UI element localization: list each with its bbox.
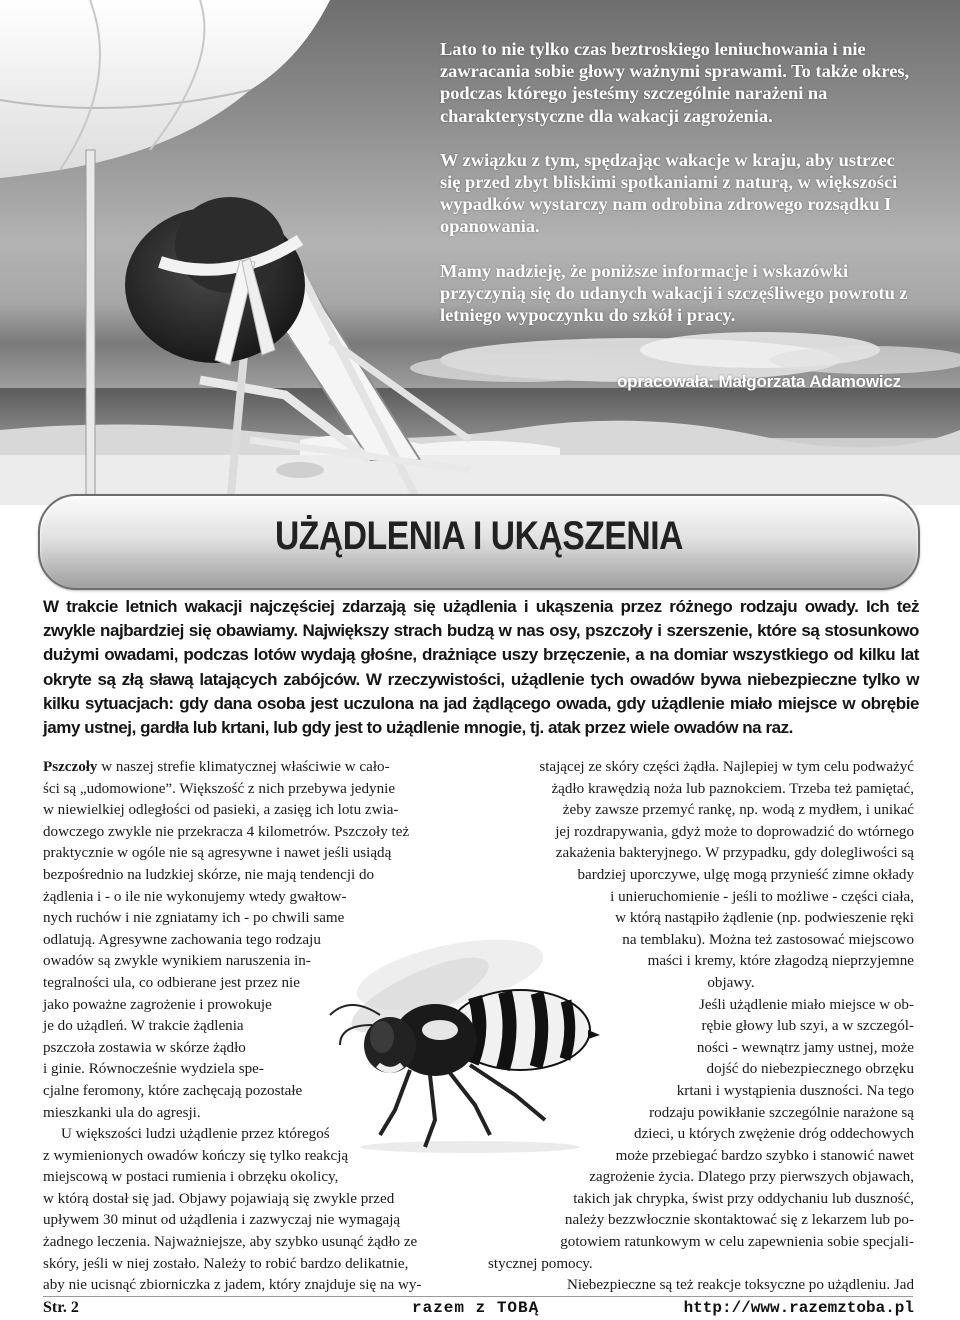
intro-paragraph-3: Mamy nadzieję, że poniższe informacje i wskazówki przyczynią się do udanych wakacji i szczęśliwego powrotu z letniego wypoczynku do szkół i pracy. — [440, 260, 908, 326]
text-line: bezpośrednio na ludzkiej skórze, nie mają tendencji do — [43, 866, 375, 883]
page-number: Str. 2 — [43, 1299, 79, 1316]
text-line: w którą nastąpiło żądlenie (np. podwieszenie ręki — [615, 910, 914, 927]
text-line: skóry, jeśli w niej zostało. Należy to robić bardzo delikatnie, — [43, 1255, 409, 1272]
text-line: stycznej pomocy. — [488, 1255, 593, 1272]
text-line: w którą dostał się jad. Objawy pojawiają się zwykle przed — [43, 1190, 395, 1207]
text-line: upływem 30 minut od użądlenia i zazwyczaj nie wymagają — [43, 1212, 401, 1229]
intro-text — [440, 38, 910, 348]
text-line: żądło krawędzią noża lub paznokciem. Trzeba też pamiętać, — [551, 780, 914, 797]
text-line: rodzaju powikłanie szczególnie narażone są — [649, 1104, 914, 1121]
magazine-name: razem z TOBĄ — [412, 1299, 540, 1317]
website-link[interactable]: http://www.razemztoba.pl — [683, 1299, 914, 1317]
text-line: pszczoła zostawia w skórze żądło — [43, 1039, 246, 1056]
beach-hero-image — [0, 0, 960, 505]
text-line: rębie głowy lub szyi, a w szczegól- — [701, 1018, 914, 1035]
lead-paragraph: W trakcie letnich wakacji najczęściej zdarzają się użądlenia i ukąszenia przez różnego rodzaju owady. Ich też zwykle najbardziej się obawiamy. Największy strach budzą w nas osy, pszczoły i szerszenie, które są stosunkowo dużymi owadami, podczas lotów wydają głośne, drażniące uszy brzęczenie, a na domiar wszystkiego od kilku lat okryte są złą sławą latających zabójców. W rzeczywistości, użądlenie tych owadów bywa niebezpieczne tylko w kilku sytuacjach: gdy dana osoba jest uczulona na jad żądlącego owada, gdy użądlenie miało miejsce w obrębie jamy ustnej, gardła lub krtani, lub gdy jest to użądlenie mnogie, tj. atak przez wiele owadów na raz. — [43, 597, 919, 738]
text-line: ści są „udomowione”. Większość z nich przebywa jedynie — [43, 780, 396, 797]
text-line: należy bezzwłocznie skontaktować się z lekarzem lub po- — [564, 1212, 914, 1229]
text-line: takich jak chrypka, świst przy oddychaniu lub duszność, — [573, 1190, 914, 1207]
text-line: żądlenia i - o ile nie wykonujemy wtedy gwałtow- — [43, 888, 347, 905]
text-line: nych ruchów i nie zgniatamy ich - po chwili same — [43, 910, 345, 927]
wasp-icon — [300, 935, 640, 1155]
text-line: U większości ludzi użądlenie przez któregoś — [61, 1126, 330, 1143]
text-line: stającej ze skóry części żądła. Najlepiej w tym celu podważyć — [539, 759, 914, 775]
text-line: cjalne feromony, które zachęcają pozostałe — [43, 1082, 303, 1099]
text-line: na temblaku). Można też zastosować miejscowo — [622, 931, 914, 948]
text-line: odlatują. Agresywne zachowania tego rodzaju — [43, 931, 321, 948]
intro-paragraph-1: Lato to nie tylko czas beztroskiego leniuchowania i nie zawracania sobie głowy ważnymi sprawami. To także okres, podczas którego jesteśmy szczególnie narażeni na charakterystyczne dla wakacji zagrożenia. — [440, 39, 910, 126]
text-line: owadów są zwykle wynikiem naruszenia in- — [43, 953, 311, 970]
text-line: może przebiegać bardzo szybko i stanowić nawet — [615, 1147, 914, 1164]
text-line: krtani i wystąpienia duszności. Na tego — [676, 1082, 914, 1099]
text-line: mieszkanki ula do agresji. — [43, 1104, 201, 1121]
author-credit: opracowała: Małgorzata Adamowicz — [617, 372, 901, 391]
text-line: Jeśli użądlenie miało miejsce w ob- — [698, 996, 914, 1013]
text-line: je do użądleń. W trakcie żądlenia — [43, 1018, 244, 1035]
text-line: bardziej uporczywe, ulgę mogą przynieść zimne okłady — [577, 866, 914, 883]
text-line: maści i kremy, które złagodzą nieprzyjemne — [647, 953, 914, 970]
text-line: dowczego zwykle nie przekracza 4 kilometrów. Pszczoły też — [43, 823, 410, 840]
bees-heading: Pszczoły — [43, 759, 98, 775]
text-line: tegralności ula, co odbierane jest przez nie — [43, 974, 300, 991]
text-line: objawy. — [707, 974, 755, 991]
text-line: jej rozdrapywania, gdyż może to doprowadzić do wtórnego — [555, 823, 914, 840]
text-line: żeby zawsze przemyć rankę, np. wodą z mydłem, i unikać — [562, 802, 914, 819]
text-line: z wymienionych owadów kończy się tylko reakcją — [43, 1147, 349, 1164]
text-line: ności - wewnątrz jamy ustnej, może — [696, 1039, 914, 1056]
text-line: zakażenia bakteryjnego. W przypadku, gdy dolegliwości są — [555, 845, 914, 862]
footer-divider — [43, 1296, 913, 1297]
text-line: aby nie ucisnąć zbiorniczka z jadem, który znajduje się na wy- — [43, 1277, 422, 1294]
text-line: i unieruchomienie - jeśli to możliwe - części ciała, — [610, 888, 914, 905]
text-line: żadnego leczenia. Najważniejsze, aby szybko usunąć żądło ze — [43, 1234, 418, 1251]
text-line: gotowiem ratunkowym w celu zapewnienia sobie specjali- — [560, 1234, 914, 1251]
text-line: dzieci, u których zwężenie dróg oddechowych — [634, 1126, 914, 1143]
text-line: jako poważne zagrożenie i prowokuje — [43, 996, 272, 1013]
text-line: w niewielkiej odległości od pasieki, a zasięg ich lotu zwia- — [43, 802, 399, 819]
text-line: zagrożenie życia. Dlatego przy pierwszych objawach, — [589, 1169, 914, 1186]
text-line: i ginie. Równocześnie wydziela spe- — [43, 1061, 264, 1078]
text-line: praktycznie w ogóle nie są agresywne i nawet jeśli usiądą — [43, 845, 392, 862]
intro-paragraph-2: W związku z tym, spędzając wakacje w kraju, aby ustrzec się przed zbyt bliskimi spotkaniami z naturą, w większości wypadków wystarczy nam odrobina zdrowego rozsądku I opanowania. — [440, 149, 898, 237]
text-line: dojść do niebezpiecznego obrzęku — [706, 1061, 914, 1078]
text-line: miejscową w postaci rumienia i obrzęku okolicy, — [43, 1169, 339, 1186]
text-line: Pszczoły w naszej strefie klimatycznej właściwie w cało- — [43, 759, 390, 775]
section-title: UŻĄDLENIA I UKĄSZENIA — [274, 514, 684, 558]
section-title-bar — [38, 494, 920, 590]
text-line: Niebezpieczne są też reakcje toksyczne po użądleniu. Jad — [567, 1277, 914, 1294]
